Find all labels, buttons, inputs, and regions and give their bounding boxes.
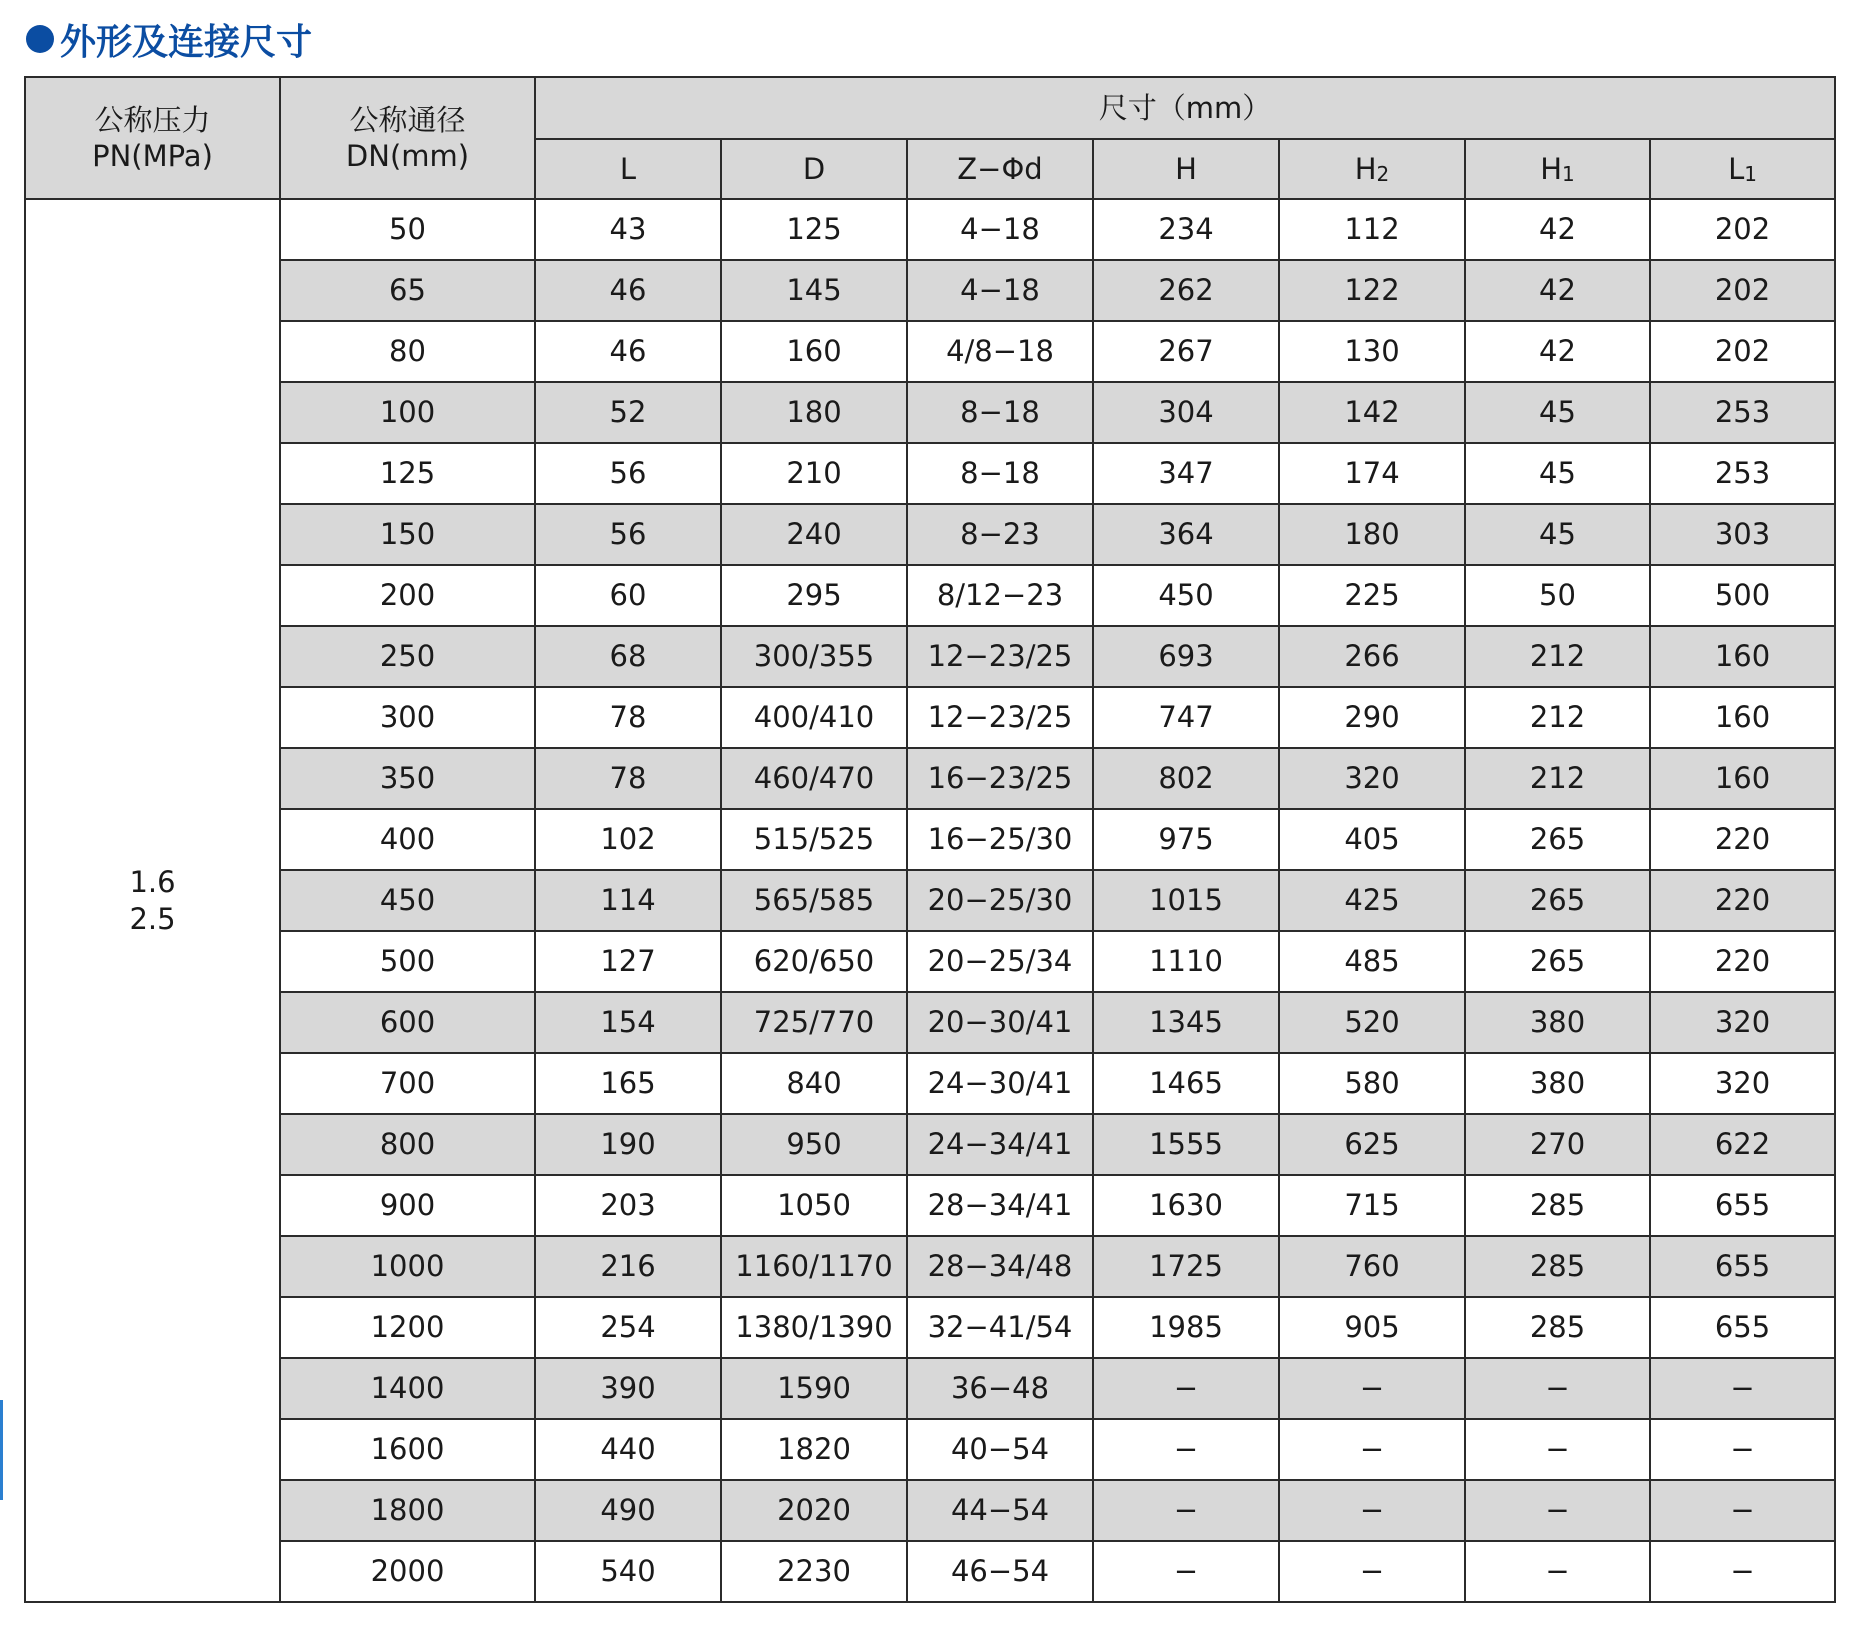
value-cell: 240 [721, 504, 907, 565]
value-cell: 840 [721, 1053, 907, 1114]
value-cell: 290 [1279, 687, 1465, 748]
value-cell: 390 [535, 1358, 721, 1419]
value-cell: 515/525 [721, 809, 907, 870]
value-cell: 693 [1093, 626, 1279, 687]
dn-cell: 1000 [280, 1236, 535, 1297]
value-cell: 520 [1279, 992, 1465, 1053]
value-cell: 490 [535, 1480, 721, 1541]
value-cell: 234 [1093, 199, 1279, 260]
column-header-main: Z−Φd [957, 151, 1043, 186]
value-cell: 174 [1279, 443, 1465, 504]
value-cell: 285 [1465, 1175, 1650, 1236]
dn-cell: 350 [280, 748, 535, 809]
value-cell: 42 [1465, 260, 1650, 321]
value-cell: 320 [1650, 1053, 1835, 1114]
column-header-subscript: 2 [1376, 161, 1390, 186]
value-cell: 78 [535, 687, 721, 748]
value-cell: 43 [535, 199, 721, 260]
value-cell: 220 [1650, 809, 1835, 870]
table-row [25, 504, 1835, 565]
table-row [25, 1419, 1835, 1480]
value-cell: 500 [1650, 565, 1835, 626]
table-row [25, 809, 1835, 870]
value-cell: 180 [721, 382, 907, 443]
value-cell: 400/410 [721, 687, 907, 748]
table-row [25, 1480, 1835, 1541]
dn-cell: 100 [280, 382, 535, 443]
value-cell: 28−34/48 [907, 1236, 1093, 1297]
value-cell: 203 [535, 1175, 721, 1236]
value-cell: 2230 [721, 1541, 907, 1602]
value-cell: − [1650, 1541, 1835, 1602]
value-cell: 202 [1650, 321, 1835, 382]
value-cell: 212 [1465, 626, 1650, 687]
value-cell: 262 [1093, 260, 1279, 321]
value-cell: 46 [535, 321, 721, 382]
dn-cell: 800 [280, 1114, 535, 1175]
column-header-subscript: 1 [1744, 161, 1757, 186]
column-header [721, 139, 907, 199]
value-cell: 655 [1650, 1236, 1835, 1297]
value-cell: 485 [1279, 931, 1465, 992]
value-cell: 265 [1465, 809, 1650, 870]
value-cell: 620/650 [721, 931, 907, 992]
column-header-main: H [1175, 151, 1197, 186]
dn-cell: 50 [280, 199, 535, 260]
value-cell: 28−34/41 [907, 1175, 1093, 1236]
table-row [25, 1358, 1835, 1419]
value-cell: 655 [1650, 1297, 1835, 1358]
value-cell: 1725 [1093, 1236, 1279, 1297]
dn-cell: 700 [280, 1053, 535, 1114]
value-cell: 45 [1465, 443, 1650, 504]
value-cell: 212 [1465, 748, 1650, 809]
value-cell: 8−18 [907, 443, 1093, 504]
column-header-subscript: 1 [1562, 161, 1575, 186]
pn-cell [25, 199, 280, 1602]
value-cell: 254 [535, 1297, 721, 1358]
dn-cell: 1400 [280, 1358, 535, 1419]
value-cell: 46−54 [907, 1541, 1093, 1602]
table-row [25, 321, 1835, 382]
value-cell: − [1279, 1358, 1465, 1419]
value-cell: 1555 [1093, 1114, 1279, 1175]
value-cell: 320 [1279, 748, 1465, 809]
value-cell: 425 [1279, 870, 1465, 931]
value-cell: 253 [1650, 382, 1835, 443]
value-cell: 265 [1465, 870, 1650, 931]
dn-cell: 200 [280, 565, 535, 626]
value-cell: 160 [1650, 748, 1835, 809]
value-cell: 380 [1465, 1053, 1650, 1114]
value-cell: 347 [1093, 443, 1279, 504]
value-cell: 46 [535, 260, 721, 321]
value-cell: 154 [535, 992, 721, 1053]
value-cell: 36−48 [907, 1358, 1093, 1419]
value-cell: 50 [1465, 565, 1650, 626]
value-cell: 715 [1279, 1175, 1465, 1236]
dn-cell: 250 [280, 626, 535, 687]
value-cell: 20−25/30 [907, 870, 1093, 931]
column-header-main: H [1354, 151, 1377, 186]
header-pn [25, 77, 280, 199]
value-cell: − [1279, 1541, 1465, 1602]
dn-cell: 1600 [280, 1419, 535, 1480]
dn-cell: 125 [280, 443, 535, 504]
value-cell: 450 [1093, 565, 1279, 626]
value-cell: − [1279, 1480, 1465, 1541]
value-cell: 8−18 [907, 382, 1093, 443]
value-cell: 216 [535, 1236, 721, 1297]
value-cell: 1820 [721, 1419, 907, 1480]
value-cell: 56 [535, 504, 721, 565]
value-cell: 1630 [1093, 1175, 1279, 1236]
dimensions-table [24, 76, 1836, 1603]
value-cell: 580 [1279, 1053, 1465, 1114]
edge-accent-bar [0, 1400, 3, 1500]
value-cell: 4−18 [907, 260, 1093, 321]
value-cell: 1380/1390 [721, 1297, 907, 1358]
dn-cell: 80 [280, 321, 535, 382]
value-cell: 265 [1465, 931, 1650, 992]
column-header [1093, 139, 1279, 199]
table-body [25, 199, 1835, 1602]
value-cell: − [1093, 1541, 1279, 1602]
value-cell: 364 [1093, 504, 1279, 565]
value-cell: 8/12−23 [907, 565, 1093, 626]
pn-value: 2.5 [129, 901, 176, 936]
value-cell: 266 [1279, 626, 1465, 687]
value-cell: 220 [1650, 931, 1835, 992]
value-cell: 440 [535, 1419, 721, 1480]
value-cell: 267 [1093, 321, 1279, 382]
value-cell: 24−34/41 [907, 1114, 1093, 1175]
value-cell: 285 [1465, 1297, 1650, 1358]
header-pn-cn: 公称压力 [94, 102, 211, 137]
value-cell: 2020 [721, 1480, 907, 1541]
header-row-top [25, 77, 1835, 139]
value-cell: 52 [535, 382, 721, 443]
value-cell: 160 [721, 321, 907, 382]
value-cell: − [1279, 1419, 1465, 1480]
value-cell: 8−23 [907, 504, 1093, 565]
dn-cell: 600 [280, 992, 535, 1053]
value-cell: 950 [721, 1114, 907, 1175]
value-cell: 802 [1093, 748, 1279, 809]
value-cell: 760 [1279, 1236, 1465, 1297]
table-row [25, 626, 1835, 687]
value-cell: − [1093, 1419, 1279, 1480]
value-cell: − [1093, 1358, 1279, 1419]
column-header-main: L [1728, 151, 1745, 186]
value-cell: 405 [1279, 809, 1465, 870]
pn-value: 1.6 [129, 865, 176, 900]
value-cell: 4/8−18 [907, 321, 1093, 382]
value-cell: 210 [721, 443, 907, 504]
value-cell: 45 [1465, 382, 1650, 443]
value-cell: − [1465, 1358, 1650, 1419]
value-cell: 56 [535, 443, 721, 504]
value-cell: 747 [1093, 687, 1279, 748]
value-cell: 145 [721, 260, 907, 321]
value-cell: 320 [1650, 992, 1835, 1053]
dn-cell: 150 [280, 504, 535, 565]
value-cell: 625 [1279, 1114, 1465, 1175]
value-cell: 24−30/41 [907, 1053, 1093, 1114]
value-cell: 253 [1650, 443, 1835, 504]
value-cell: 102 [535, 809, 721, 870]
dn-cell: 900 [280, 1175, 535, 1236]
table-row [25, 260, 1835, 321]
bullet-icon [26, 25, 54, 53]
value-cell: 565/585 [721, 870, 907, 931]
table-row [25, 1297, 1835, 1358]
value-cell: 725/770 [721, 992, 907, 1053]
section-title [26, 14, 312, 64]
table-row [25, 870, 1835, 931]
value-cell: 160 [1650, 687, 1835, 748]
value-cell: 1050 [721, 1175, 907, 1236]
value-cell: 127 [535, 931, 721, 992]
value-cell: 112 [1279, 199, 1465, 260]
value-cell: − [1650, 1419, 1835, 1480]
value-cell: 42 [1465, 321, 1650, 382]
value-cell: 460/470 [721, 748, 907, 809]
table-row [25, 687, 1835, 748]
value-cell: 190 [535, 1114, 721, 1175]
dn-cell: 65 [280, 260, 535, 321]
value-cell: 295 [721, 565, 907, 626]
value-cell: 540 [535, 1541, 721, 1602]
value-cell: 300/355 [721, 626, 907, 687]
table-row [25, 382, 1835, 443]
header-dn-unit: DN(mm) [345, 139, 470, 173]
value-cell: 655 [1650, 1175, 1835, 1236]
dn-cell: 2000 [280, 1541, 535, 1602]
value-cell: − [1093, 1480, 1279, 1541]
table-row [25, 1541, 1835, 1602]
table-row [25, 992, 1835, 1053]
dn-cell: 1800 [280, 1480, 535, 1541]
table-row [25, 199, 1835, 260]
dn-cell: 450 [280, 870, 535, 931]
value-cell: 975 [1093, 809, 1279, 870]
value-cell: 220 [1650, 870, 1835, 931]
value-cell: 142 [1279, 382, 1465, 443]
value-cell: 42 [1465, 199, 1650, 260]
value-cell: 202 [1650, 260, 1835, 321]
dn-cell: 1200 [280, 1297, 535, 1358]
value-cell: 380 [1465, 992, 1650, 1053]
value-cell: 60 [535, 565, 721, 626]
value-cell: 1345 [1093, 992, 1279, 1053]
value-cell: 4−18 [907, 199, 1093, 260]
value-cell: 304 [1093, 382, 1279, 443]
table-row [25, 1114, 1835, 1175]
table-row [25, 1236, 1835, 1297]
value-cell: 905 [1279, 1297, 1465, 1358]
value-cell: 20−25/34 [907, 931, 1093, 992]
header-dn [280, 77, 535, 199]
column-header-main: L [619, 151, 637, 186]
value-cell: 16−25/30 [907, 809, 1093, 870]
value-cell: 122 [1279, 260, 1465, 321]
value-cell: 303 [1650, 504, 1835, 565]
value-cell: 180 [1279, 504, 1465, 565]
column-header [907, 139, 1093, 199]
header-dimensions: 尺寸（mm） [535, 77, 1835, 139]
column-header [535, 139, 721, 199]
value-cell: − [1465, 1419, 1650, 1480]
value-cell: 165 [535, 1053, 721, 1114]
table-row [25, 748, 1835, 809]
table-row [25, 931, 1835, 992]
column-header-main: H [1540, 151, 1563, 186]
value-cell: 32−41/54 [907, 1297, 1093, 1358]
column-header [1465, 139, 1650, 199]
table-row [25, 1175, 1835, 1236]
value-cell: 40−54 [907, 1419, 1093, 1480]
value-cell: 130 [1279, 321, 1465, 382]
value-cell: 1015 [1093, 870, 1279, 931]
value-cell: 160 [1650, 626, 1835, 687]
value-cell: − [1465, 1480, 1650, 1541]
value-cell: 44−54 [907, 1480, 1093, 1541]
value-cell: − [1650, 1358, 1835, 1419]
value-cell: − [1465, 1541, 1650, 1602]
header-dn-cn: 公称通径 [349, 102, 466, 137]
value-cell: 12−23/25 [907, 687, 1093, 748]
dn-cell: 500 [280, 931, 535, 992]
value-cell: 622 [1650, 1114, 1835, 1175]
value-cell: 78 [535, 748, 721, 809]
column-header [1650, 139, 1835, 199]
value-cell: 68 [535, 626, 721, 687]
value-cell: 285 [1465, 1236, 1650, 1297]
value-cell: 1985 [1093, 1297, 1279, 1358]
value-cell: 1110 [1093, 931, 1279, 992]
value-cell: 45 [1465, 504, 1650, 565]
dn-cell: 400 [280, 809, 535, 870]
value-cell: 212 [1465, 687, 1650, 748]
header-pn-unit: PN(MPa) [92, 139, 213, 173]
value-cell: 270 [1465, 1114, 1650, 1175]
value-cell: 125 [721, 199, 907, 260]
column-header [1279, 139, 1465, 199]
table-row [25, 1053, 1835, 1114]
value-cell: 225 [1279, 565, 1465, 626]
value-cell: 1590 [721, 1358, 907, 1419]
value-cell: 202 [1650, 199, 1835, 260]
section-title-text: 外形及连接尺寸 [60, 21, 313, 63]
dn-cell: 300 [280, 687, 535, 748]
value-cell: 12−23/25 [907, 626, 1093, 687]
value-cell: 20−30/41 [907, 992, 1093, 1053]
value-cell: − [1650, 1480, 1835, 1541]
table-row [25, 443, 1835, 504]
value-cell: 1465 [1093, 1053, 1279, 1114]
value-cell: 114 [535, 870, 721, 931]
table-row [25, 565, 1835, 626]
value-cell: 1160/1170 [721, 1236, 907, 1297]
column-header-main: D [802, 151, 826, 186]
value-cell: 16−23/25 [907, 748, 1093, 809]
